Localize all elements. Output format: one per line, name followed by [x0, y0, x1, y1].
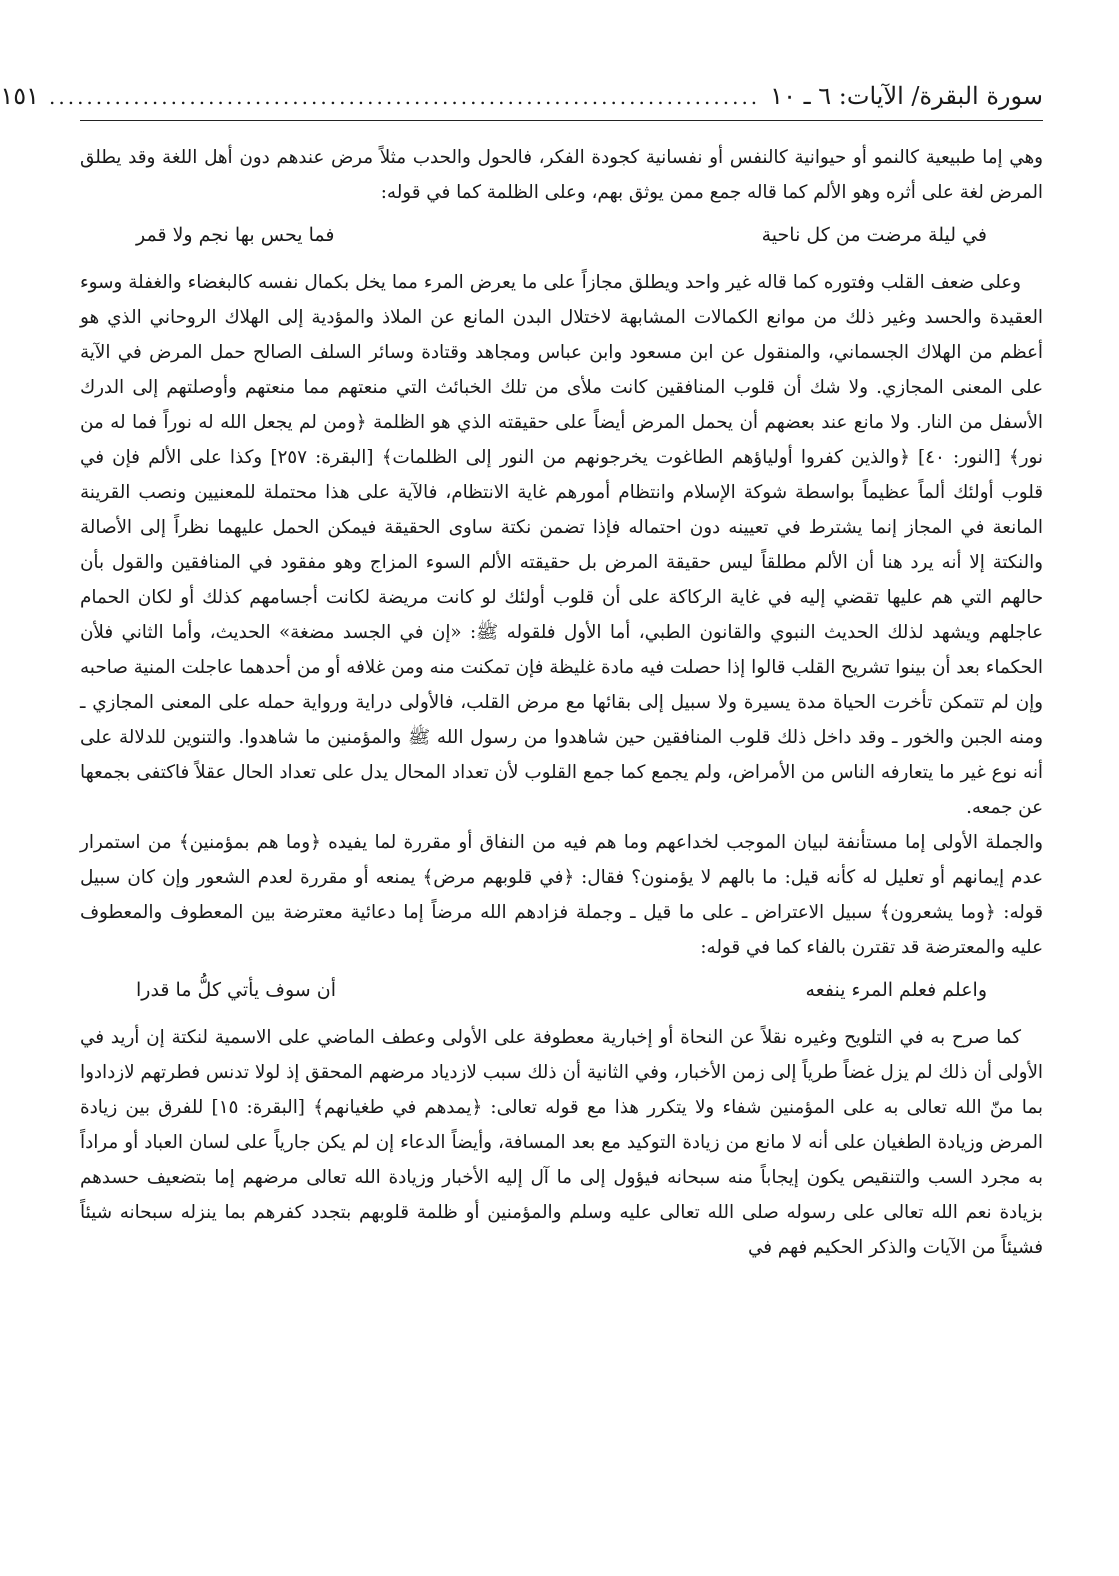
header-leader-dots: ............................................................................ — [49, 85, 761, 109]
page-number: ١٥١ — [0, 82, 39, 110]
paragraph-4: كما صرح به في التلويح وغيره نقلاً عن النحاة أو إخبارية معطوفة على الأولى وعطف الماضي على الاسمية لنكتة إن أريد في الأولى أن ذلك لم يزل غضاً طرياً إلى زمن الأخبار، وفي الثانية أن ذلك سبب لازدياد مرضهم المحقق إذ لولا تدنس فطرتهم لازدادوا بما منّ الله تعالى به على المؤمنين شفاء ولا يتكرر هذا مع قوله تعالى: ﴿يمدهم في طغيانهم﴾ [البقرة: ١٥] للفرق بين زيادة المرض وزيادة الطغيان على أنه لا مانع من زيادة التوكيد مع بعد المسافة، وأيضاً الدعاء إن لم يكن جارياً على لسان العباد أو مراداً به مجرد السب والتنقيص يكون إيجاباً منه سبحانه فيؤول إلى ما آل إليه الأخبار وزيادة الله تعالى مرضهم إما بتضعيف حسدهم بزيادة نعم الله تعالى على رسوله صلى الله تعالى عليه وسلم والمؤمنين أو ظلمة قلوبهم بتجدد كفرهم بما ينزله سبحانه شيئاً فشيئاً من الآيات والذكر الحكيم فهم في — [80, 1027, 1044, 1258]
paragraph-1: وهي إما طبيعية كالنمو أو حيوانية كالنفس أو نفسانية كجودة الفكر، فالحول والحدب مثلاً مرض عندهم دون أهل اللغة وقد يطلق المرض لغة على أثره وهو الألم كما قاله جمع ممن يوثق بهم، وعلى الظلمة كما في قوله: — [80, 147, 1043, 203]
poetry-verse-1 — [80, 218, 1043, 253]
running-title: سورة البقرة/ الآيات: ٦ ـ ١٠ — [770, 82, 1043, 110]
header-divider — [80, 120, 1043, 121]
page-body — [80, 140, 1043, 1560]
paragraph-2: وعلى ضعف القلب وفتوره كما قاله غير واحد ويطلق مجازاً على ما يعرض المرء مما يخل بكمال نفسه كالبغضاء والغفلة وسوء العقيدة والحسد وغير ذلك من موانع الكمالات المشابهة لاختلال البدن المانع عن الملاذ والمؤدية إلى الهلاك الروحاني الذي هو أعظم من الهلاك الجسماني، والمنقول عن ابن مسعود وابن عباس ومجاهد وقتادة وسائر السلف الصالح حمل المرض في الآية على المعنى المجازي. ولا شك أن قلوب المنافقين كانت ملأى من تلك الخبائث التي منعتهم مما منعتهم وأوصلتهم إلى الدرك الأسفل من النار. ولا مانع عند بعضهم أن يحمل المرض أيضاً على حقيقته الذي هو الظلمة ﴿ومن لم يجعل الله له نوراً فما له من نور﴾ [النور: ٤٠] ﴿والذين كفروا أولياؤهم الطاغوت يخرجونهم من النور إلى الظلمات﴾ [البقرة: ٢٥٧] وكذا على الألم فإن في قلوب أولئك ألماً عظيماً بواسطة شوكة الإسلام وانتظام أمورهم غاية الانتظام، فالآية على هذا محتملة للمعنيين ونصب القرينة المانعة في المجاز إنما يشترط في تعيينه دون احتماله فإذا تضمن نكتة ساوى الحقيقة فيمكن الحمل عليهما نظراً إلى الأصالة والنكتة إلا أنه يرد هنا أن الألم مطلقاً ليس حقيقة المرض بل حقيقته الألم السوء المزاج وهو مفقود في المنافقين والقول بأن حالهم التي هم عليها تقضي إليه في غاية الركاكة على أن قلوب أولئك لو كانت مريضة لكانت أجسامهم كذلك أو لكان الحمام عاجلهم ويشهد لذلك الحديث النبوي والقانون الطبي، أما الأول فلقوله ﷺ: «إن في الجسد مضغة» الحديث، وأما الثاني فلأن الحكماء بعد أن بينوا تشريح القلب قالوا إذا حصلت فيه مادة غليظة فإن تمكنت منه ومن غلافه أو من أحدهما عاجلت المنية صاحبه وإن لم تتمكن تأخرت الحياة مدة يسيرة ولا سبيل إلى بقائها مع مرض القلب، فالأولى دراية ورواية حمله على المعنى المجازي ـ ومنه الجبن والخور ـ وقد داخل ذلك قلوب المنافقين حين شاهدوا من رسول الله ﷺ والمؤمنين ما شاهدوا. والتنوين للدلالة على أنه نوع غير ما يتعارفه الناس من الأمراض، ولم يجمع كما جمع القلوب لأن تعداد المحال يدل على تعداد الحال عقلاً فاكتفى بجمعها عن جمعه. — [80, 272, 1043, 818]
verse-1-first-hemistich: في ليلة مرضت من كل ناحية — [761, 224, 987, 246]
poetry-verse-2 — [80, 973, 1043, 1008]
verse-2-first-hemistich: واعلم فعلم المرء ينفعه — [805, 979, 987, 1001]
page-header — [0, 82, 1043, 116]
verse-2-second-hemistich: أن سوف يأتي كلُّ ما قدرا — [136, 979, 336, 1001]
paragraph-3: والجملة الأولى إما مستأنفة لبيان الموجب لخداعهم وما هم فيه من النفاق أو مقررة لما يفيده ﴿وما هم بمؤمنين﴾ من استمرار عدم إيمانهم أو تعليل له كأنه قيل: ما بالهم لا يؤمنون؟ فقال: ﴿في قلوبهم مرض﴾ يمنعه أو مقررة لعدم الشعور وإن كان سبيل قوله: ﴿وما يشعرون﴾ سبيل الاعتراض ـ على ما قيل ـ وجملة فزادهم الله مرضاً إما دعائية معترضة بين المعطوف والمعطوف عليه والمعترضة قد تقترن بالفاء كما في قوله: — [80, 832, 1043, 958]
verse-1-second-hemistich: فما يحس بها نجم ولا قمر — [136, 224, 335, 246]
